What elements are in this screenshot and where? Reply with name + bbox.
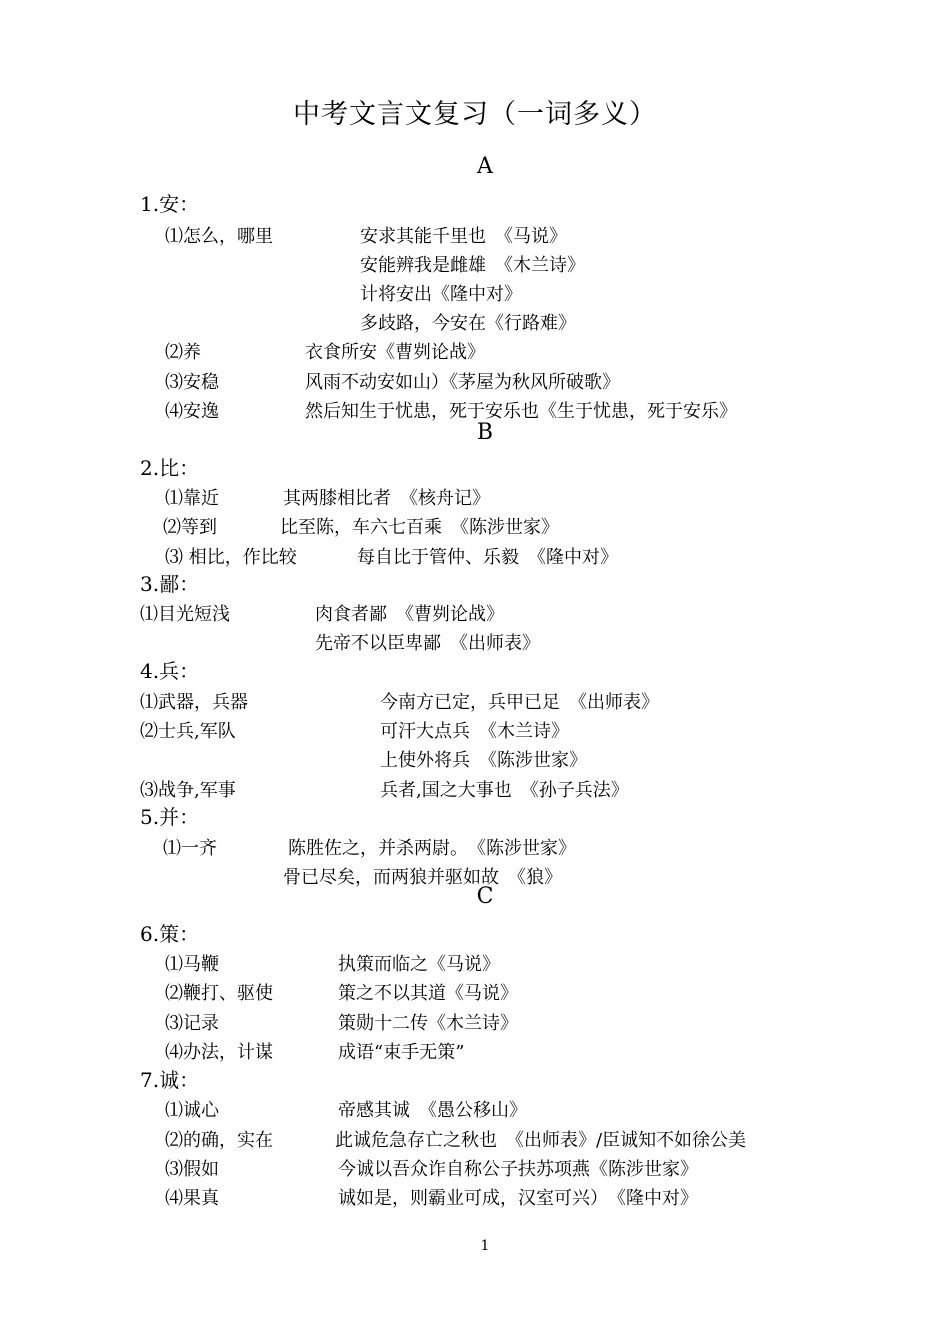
example-line: 安能辨我是雌雄 《木兰诗》 [360, 255, 585, 276]
definition-line: ⑵士兵,军队 [140, 721, 236, 742]
page-title: 中考文言文复习（一词多义） [293, 99, 657, 130]
entry-bi: 2.比： [140, 456, 200, 480]
definition-line: ⑶ 相比，作比较 [165, 547, 297, 568]
example-line: 然后知生于忧患，死于安乐也《生于忧患，死于安乐》 [305, 401, 737, 422]
example-line: 肉食者鄙 《曹刿论战》 [315, 604, 504, 625]
page-number: 1 [480, 1238, 490, 1254]
example-line: 此诚危急存亡之秋也 《出师表》/臣诚知不如徐公美 [335, 1130, 747, 1151]
example-line: 其两膝相比者 《核舟记》 [283, 488, 490, 509]
example-line: 骨已尽矣，而两狼并驱如故 《狼》 [283, 867, 562, 888]
definition-line: ⑴马鞭 [165, 954, 219, 975]
definition-line: ⑷安逸 [165, 401, 219, 422]
example-line: 先帝不以臣卑鄙 《出师表》 [315, 633, 540, 654]
definition-line: ⑴怎么，哪里 [165, 226, 273, 247]
entry-bing2: 5.并： [140, 805, 200, 829]
definition-line: ⑶安稳 [165, 372, 219, 393]
example-line: 比至陈，车六七百乘 《陈涉世家》 [280, 517, 559, 538]
definition-line: ⑴武器，兵器 [140, 692, 248, 713]
example-line: 帝感其诚 《愚公移山》 [338, 1100, 527, 1121]
entry-bing: 4.兵： [140, 659, 200, 683]
section-heading-a: A [477, 154, 493, 179]
definition-line: ⑶记录 [165, 1013, 219, 1034]
example-line: 策之不以其道《马说》 [338, 983, 518, 1004]
example-line: 兵者,国之大事也 《孙子兵法》 [380, 780, 629, 801]
example-line: 计将安出《隆中对》 [360, 284, 522, 305]
example-line: 每自比于管仲、乐毅 《隆中对》 [357, 547, 618, 568]
definition-line: ⑷果真 [165, 1188, 219, 1209]
entry-an: 1.安： [140, 192, 200, 216]
example-line: 安求其能千里也 《马说》 [360, 226, 567, 247]
example-line: 风雨不动安如山）《茅屋为秋风所破歌》 [305, 372, 620, 393]
definition-line: ⑵鞭打、驱使 [165, 983, 273, 1004]
example-line: 今南方已定，兵甲已足 《出师表》 [380, 692, 659, 713]
definition-line: ⑶假如 [165, 1159, 219, 1180]
example-line: 诚如是，则霸业可成，汉室可兴） 《隆中对》 [338, 1188, 698, 1209]
entry-ce: 6.策： [140, 922, 200, 946]
entry-cheng: 7.诚： [140, 1068, 200, 1092]
definition-line: ⑵等到 [163, 517, 217, 538]
section-heading-b: B [476, 420, 494, 445]
example-line: 多歧路，今安在《行路难》 [360, 313, 576, 334]
example-line: 今诚以吾众诈自称公子扶苏项燕《陈涉世家》 [338, 1159, 698, 1180]
example-line: 可汗大点兵 《木兰诗》 [380, 721, 569, 742]
example-line: 陈胜佐之，并杀两尉。 《陈涉世家》 [288, 838, 576, 859]
example-line: 衣食所安《曹刿论战》 [305, 342, 485, 363]
definition-line: ⑷办法，计谋 [165, 1042, 273, 1063]
definition-line: ⑵养 [165, 342, 201, 363]
definition-line: ⑴一齐 [163, 838, 217, 859]
example-line: 执策而临之《马说》 [338, 954, 500, 975]
example-line: 策勋十二传《木兰诗》 [338, 1013, 518, 1034]
entry-bi-low: 3.鄙： [140, 572, 200, 596]
section-heading-c: C [476, 884, 494, 909]
definition-line: ⑶战争,军事 [140, 780, 236, 801]
definition-line: ⑴靠近 [165, 488, 219, 509]
definition-line: ⑴目光短浅 [140, 604, 230, 625]
example-line: 上使外将兵 《陈涉世家》 [380, 750, 587, 771]
definition-line: ⑴诚心 [165, 1100, 219, 1121]
definition-line: ⑵的确，实在 [165, 1130, 273, 1151]
example-line: 成语“束手无策” [338, 1042, 465, 1063]
